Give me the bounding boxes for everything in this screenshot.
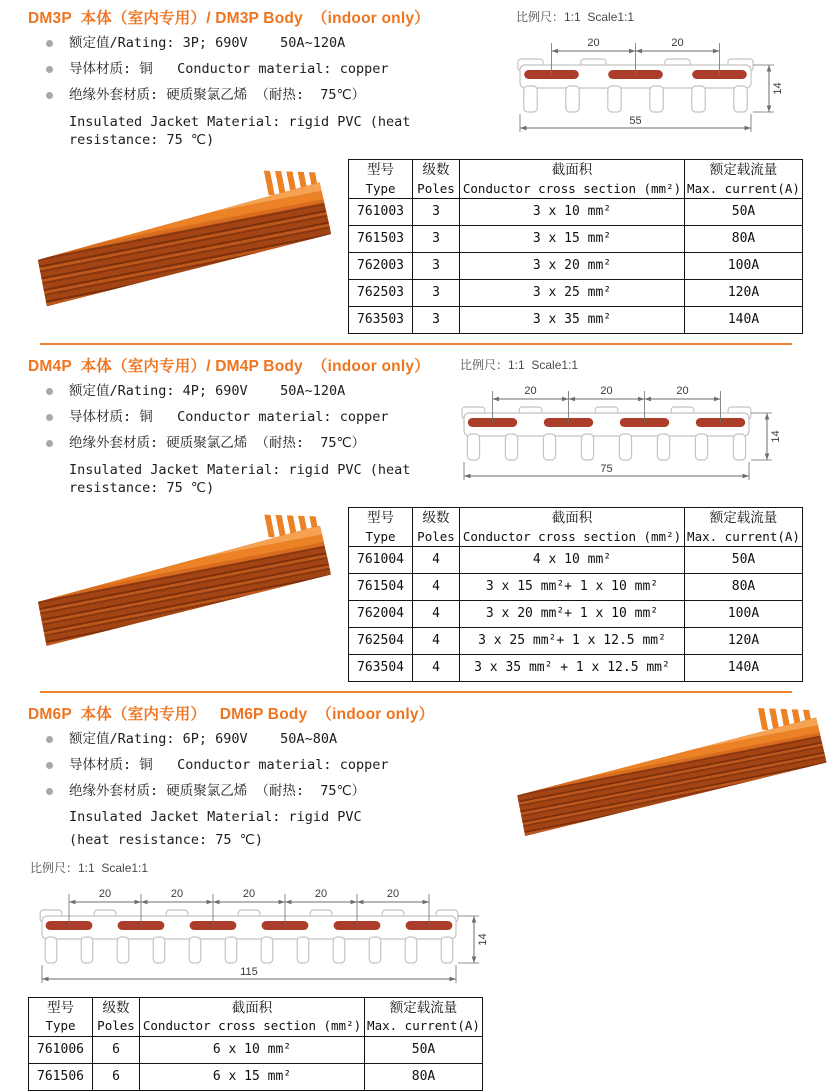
busbar-beam <box>31 508 337 659</box>
profile-shape <box>462 385 782 480</box>
spec-notes <box>28 461 506 497</box>
bullet-icon <box>46 736 53 743</box>
table-cell: 3 x 15 mm²+ 1 x 10 mm² <box>460 573 685 600</box>
table-cell: 50A <box>685 198 803 225</box>
table-cell: 762003 <box>349 252 413 279</box>
table-header-cell: 级数 Poles <box>413 160 460 199</box>
table-cell: 4 <box>413 573 460 600</box>
table-row <box>349 225 803 252</box>
spec-note-line: Insulated Jacket Material: rigid PVC <box>69 809 362 826</box>
spec-table <box>348 159 803 334</box>
spec-bullet <box>46 34 506 52</box>
product-photo <box>28 159 340 319</box>
table-cell: 762503 <box>349 279 413 306</box>
spec-bullet <box>46 782 506 800</box>
drawing-block <box>28 857 792 991</box>
table-row <box>29 1063 483 1090</box>
bullet-icon <box>46 66 53 73</box>
table-cell: 762004 <box>349 600 413 627</box>
table-row <box>349 600 803 627</box>
table-cell: 761506 <box>29 1063 93 1090</box>
scale-label: 比例尺：1:1 Scale1:1 <box>516 10 635 24</box>
table-cell: 140A <box>685 654 803 681</box>
spec-bullet <box>46 60 506 78</box>
table-cell: 762504 <box>349 627 413 654</box>
product-photo <box>506 702 836 842</box>
table-cell: 3 <box>413 198 460 225</box>
table-header-cell: 额定载流量 Max. current(A) <box>685 160 803 199</box>
table-header-cell: 截面积 Conductor cross section (mm²) <box>460 160 685 199</box>
table-block <box>28 997 792 1091</box>
table-cell: 120A <box>685 279 803 306</box>
table-row <box>349 198 803 225</box>
table-header-row <box>349 160 803 199</box>
spec-note-line: Insulated Jacket Material: rigid PVC (heat resistance: 75 ℃) <box>69 461 419 496</box>
spec-bullet-text: 额定值/Rating: 4P; 690V 50A~120A <box>69 382 346 399</box>
table-cell: 80A <box>365 1063 483 1090</box>
table-cell: 6 <box>93 1036 140 1063</box>
dimension-label: 75 <box>600 462 613 475</box>
spec-bullet <box>46 756 506 774</box>
table-cell: 761006 <box>29 1036 93 1063</box>
table-row <box>349 654 803 681</box>
spec-bullet-text: 导体材质: 铜 Conductor material: copper <box>69 61 389 78</box>
table-block <box>348 159 800 334</box>
spec-bullet <box>46 730 506 748</box>
spec-table <box>28 997 483 1091</box>
dimension-label: 115 <box>240 965 258 978</box>
table-cell: 3 <box>413 252 460 279</box>
table-cell: 763503 <box>349 306 413 333</box>
dimension-label: 55 <box>629 115 642 127</box>
table-cell: 6 x 10 mm² <box>140 1036 365 1063</box>
table-cell: 140A <box>685 306 803 333</box>
table-cell: 3 x 35 mm² <box>460 306 685 333</box>
dimension-label: 20 <box>676 384 689 397</box>
table-cell: 4 <box>413 600 460 627</box>
bullet-icon <box>46 440 53 447</box>
bullet-icon <box>46 40 53 47</box>
busbar-body <box>513 717 829 836</box>
spec-list <box>28 382 506 453</box>
drawing-block <box>506 4 792 140</box>
table-cell: 6 <box>93 1063 140 1090</box>
dimension-label: 20 <box>587 37 600 49</box>
table-header-cell: 额定载流量 Max. current(A) <box>685 508 803 547</box>
spec-bullet-text: 导体材质: 铜 Conductor material: copper <box>69 757 389 774</box>
table-cell: 100A <box>685 252 803 279</box>
spec-list <box>28 730 506 801</box>
spec-notes <box>28 808 506 848</box>
table-cell: 4 <box>413 627 460 654</box>
section-title: DM3P 本体（室内专用）/ DM3P Body （indoor only） <box>28 10 430 27</box>
table-row <box>29 1036 483 1063</box>
dimension-label: 20 <box>386 887 400 900</box>
dimension-label: 20 <box>600 384 613 397</box>
section-divider <box>40 343 792 345</box>
busbar-body <box>34 182 335 306</box>
busbar-body <box>34 525 335 646</box>
table-cell: 3 x 35 mm² + 1 x 12.5 mm² <box>460 654 685 681</box>
dimension-label: 20 <box>314 887 328 900</box>
table-cell: 80A <box>685 225 803 252</box>
section-divider <box>40 691 792 693</box>
table-row <box>349 252 803 279</box>
spec-bullet <box>46 382 506 400</box>
scale-label: 比例尺：1:1 Scale1:1 <box>30 860 149 875</box>
table-cell: 50A <box>685 546 803 573</box>
dimension-label: 20 <box>524 384 537 397</box>
dimension-label: 14 <box>477 933 489 946</box>
spec-note-line: (heat resistance: 75 ℃) <box>69 831 263 848</box>
section-intro <box>28 700 506 853</box>
table-cell: 80A <box>685 573 803 600</box>
table-cell: 3 x 15 mm² <box>460 225 685 252</box>
product-photo <box>28 505 340 657</box>
scale-label: 比例尺：1:1 Scale1:1 <box>460 357 579 372</box>
table-cell: 4 <box>413 546 460 573</box>
table-cell: 3 x 25 mm²+ 1 x 12.5 mm² <box>460 627 685 654</box>
table-block <box>348 507 800 682</box>
table-row <box>349 627 803 654</box>
spec-bullet <box>46 408 506 426</box>
table-header-cell: 型号 Type <box>349 160 413 199</box>
product-section <box>28 4 800 334</box>
section-intro <box>28 4 506 153</box>
bullet-icon <box>46 388 53 395</box>
table-header-cell: 型号 Type <box>29 997 93 1036</box>
section-title: DM4P 本体（室内专用）/ DM4P Body （indoor only） <box>28 357 430 375</box>
spec-list <box>28 34 506 105</box>
table-cell: 761004 <box>349 546 413 573</box>
table-cell: 3 <box>413 279 460 306</box>
busbar-beam <box>510 701 832 848</box>
spec-bullet-text: 导体材质: 铜 Conductor material: copper <box>69 409 389 426</box>
spec-note-line: Insulated Jacket Material: rigid PVC (heat resistance: 75 ℃) <box>69 113 419 148</box>
spec-bullet <box>46 434 506 452</box>
table-cell: 100A <box>685 600 803 627</box>
cross-section-drawing <box>510 33 793 140</box>
table-cell: 3 x 25 mm² <box>460 279 685 306</box>
table-cell: 4 <box>413 654 460 681</box>
bullet-icon <box>46 92 53 99</box>
cross-section-drawing <box>454 381 791 488</box>
spec-bullet-text: 额定值/Rating: 3P; 690V 50A~120A <box>69 35 346 51</box>
table-cell: 120A <box>685 627 803 654</box>
spec-bullet-text: 绝缘外套材质: 硬质聚氯乙烯 （耐热: 75℃） <box>69 783 366 800</box>
product-section <box>28 700 792 1091</box>
table-cell: 763504 <box>349 654 413 681</box>
product-section <box>28 352 800 682</box>
table-cell: 6 x 15 mm² <box>140 1063 365 1090</box>
table-header-cell: 型号 Type <box>349 508 413 547</box>
table-cell: 761504 <box>349 573 413 600</box>
table-row <box>349 573 803 600</box>
spec-bullet-text: 绝缘外套材质: 硬质聚氯乙烯 （耐热: 75℃） <box>69 435 366 452</box>
drawing-block <box>450 352 792 488</box>
table-header-cell: 级数 Poles <box>413 508 460 547</box>
dimension-label: 20 <box>671 37 684 49</box>
spec-notes <box>28 113 506 149</box>
bullet-icon <box>46 414 53 421</box>
profile-shape <box>518 37 784 132</box>
dimension-label: 20 <box>242 887 256 900</box>
table-header-row <box>29 997 483 1036</box>
table-cell: 3 x 10 mm² <box>460 198 685 225</box>
table-cell: 50A <box>365 1036 483 1063</box>
table-header-row <box>349 508 803 547</box>
table-row <box>349 546 803 573</box>
spec-bullet-text: 额定值/Rating: 6P; 690V 50A~80A <box>69 730 338 747</box>
bullet-icon <box>46 762 53 769</box>
cross-section-drawing <box>32 884 498 991</box>
table-header-cell: 级数 Poles <box>93 997 140 1036</box>
dimension-label: 14 <box>770 430 782 443</box>
section-title: DM6P 本体（室内专用） DM6P Body （indoor only） <box>28 705 435 723</box>
bullet-icon <box>46 788 53 795</box>
spec-bullet-text: 绝缘外套材质: 硬质聚氯乙烯 （耐热: 75℃） <box>69 87 366 104</box>
table-header-cell: 额定载流量 Max. current(A) <box>365 997 483 1036</box>
table-row <box>349 306 803 333</box>
section-intro <box>28 352 506 501</box>
table-cell: 3 x 20 mm²+ 1 x 10 mm² <box>460 600 685 627</box>
table-cell: 761503 <box>349 225 413 252</box>
spec-table <box>348 507 803 682</box>
table-row <box>349 279 803 306</box>
dimension-label: 20 <box>98 887 112 900</box>
table-cell: 3 <box>413 225 460 252</box>
dimension-label: 20 <box>170 887 184 900</box>
profile-shape <box>40 888 489 983</box>
spec-bullet <box>46 86 506 104</box>
table-header-cell: 截面积 Conductor cross section (mm²) <box>460 508 685 547</box>
dimension-label: 14 <box>772 82 784 95</box>
table-cell: 3 x 20 mm² <box>460 252 685 279</box>
busbar-beam <box>30 164 337 320</box>
table-cell: 761003 <box>349 198 413 225</box>
table-cell: 3 <box>413 306 460 333</box>
table-header-cell: 截面积 Conductor cross section (mm²) <box>140 997 365 1036</box>
table-cell: 4 x 10 mm² <box>460 546 685 573</box>
